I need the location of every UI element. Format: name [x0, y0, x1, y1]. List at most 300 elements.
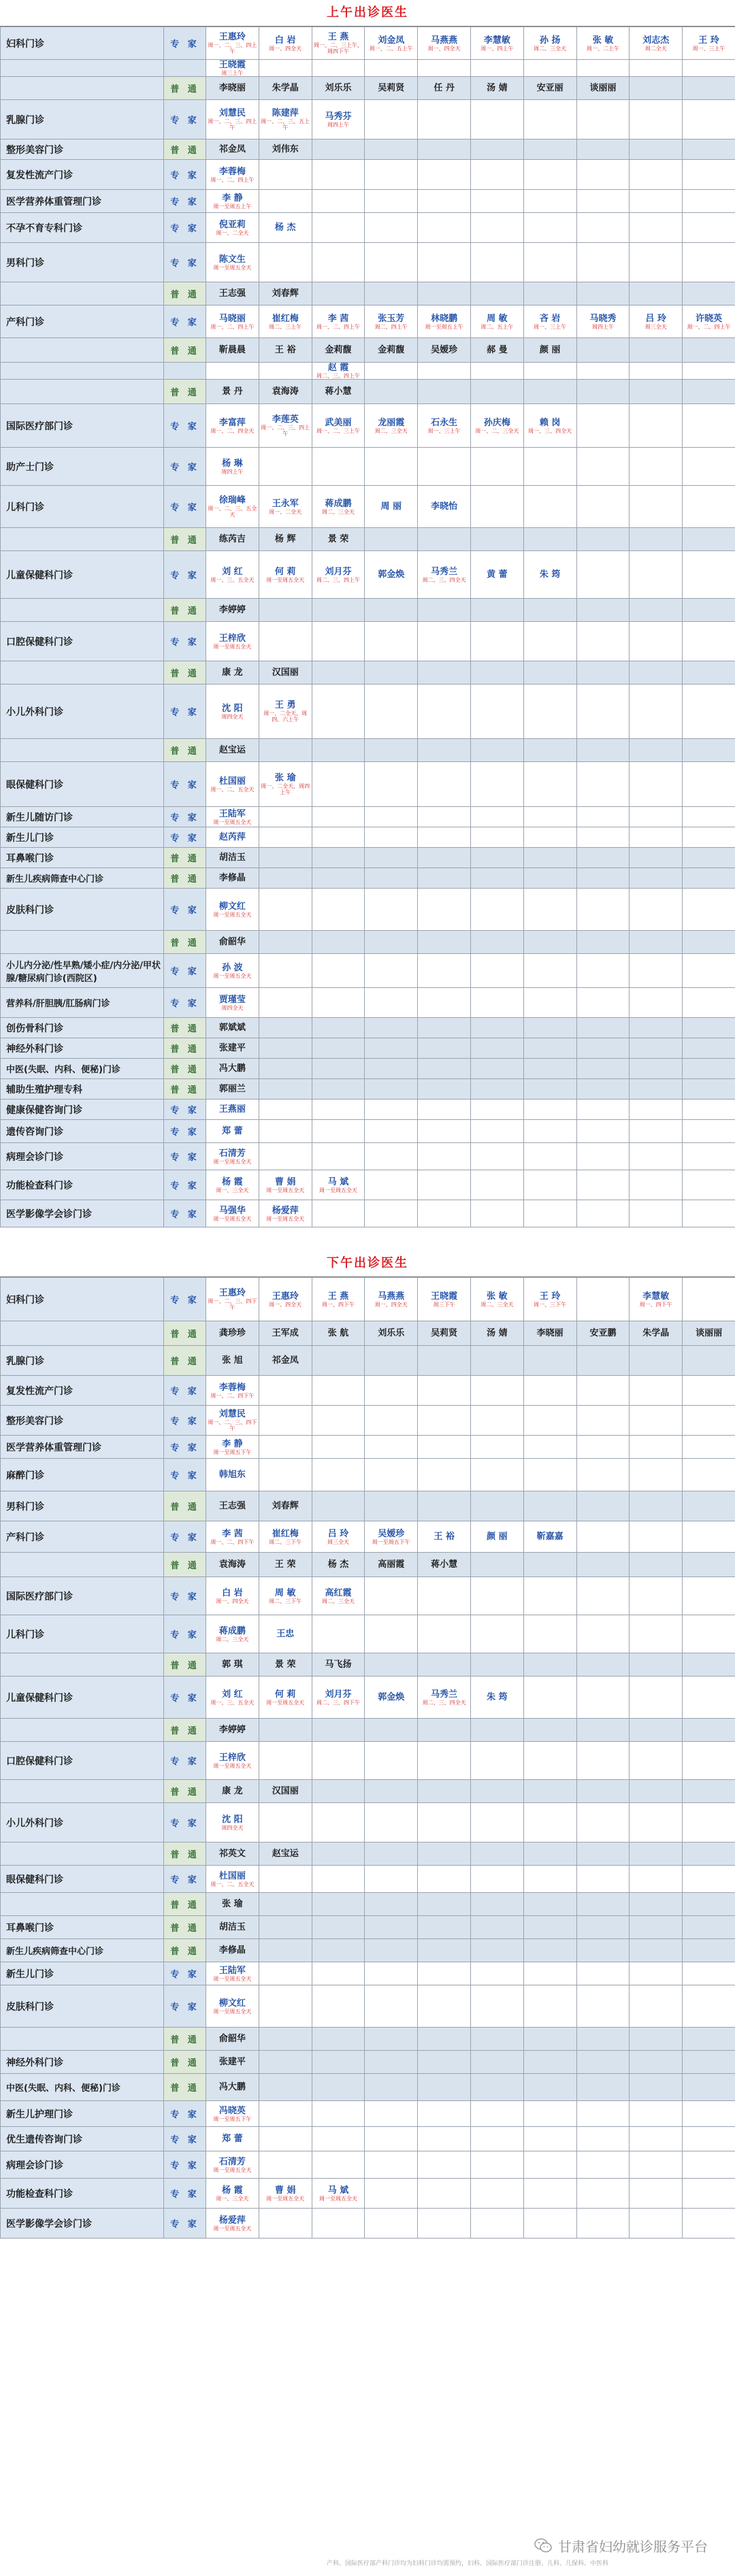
doctor-cell	[523, 1170, 576, 1200]
department-name: 新生儿门诊	[1, 1962, 164, 1985]
doctor-cell	[418, 1491, 471, 1521]
doctor-cell	[683, 77, 735, 100]
doctor-name: 马晓丽	[218, 313, 246, 324]
doctor-schedule: 周一、三上午	[534, 323, 567, 330]
doctor-name: 李晓丽	[218, 83, 246, 93]
doctor-cell	[523, 1321, 576, 1346]
doctor-cell	[365, 1916, 418, 1939]
clinic-type-label: 普 通	[164, 1719, 206, 1742]
doctor-schedule: 周一、二、四全天	[210, 427, 255, 434]
doctor-cell	[630, 868, 683, 889]
doctor-cell	[683, 1615, 735, 1653]
doctor-cell	[312, 931, 365, 954]
doctor-cell	[523, 2101, 576, 2127]
doctor-cell	[365, 160, 418, 190]
clinic-type-label: 专 家	[164, 2151, 206, 2179]
doctor-cell	[683, 827, 735, 848]
doctor-cell	[365, 2028, 418, 2051]
doctor-schedule: 周一至周五全天	[213, 819, 252, 825]
doctor-cell	[576, 2074, 630, 2101]
doctor-cell	[206, 2028, 259, 2051]
doctor-name: 周 丽	[380, 501, 402, 512]
doctor-schedule: 周一、二、三、四上午	[261, 425, 310, 437]
doctor-cell	[365, 684, 418, 739]
department-name: 皮肤科门诊	[1, 889, 164, 931]
doctor-name: 武美丽	[325, 417, 352, 428]
doctor-cell	[365, 988, 418, 1018]
doctor-cell	[576, 1406, 630, 1436]
doctor-cell	[365, 1143, 418, 1170]
doctor-schedule: 周一至周五全天	[213, 2008, 252, 2015]
schedule-row	[1, 1615, 735, 1653]
department-name: 病理会诊门诊	[1, 2151, 164, 2179]
doctor-name: 刘乐乐	[325, 83, 352, 93]
clinic-type-label: 专 家	[164, 1962, 206, 1985]
doctor-cell	[523, 762, 576, 807]
doctor-cell	[418, 931, 471, 954]
doctor-cell	[312, 1719, 365, 1742]
doctor-cell	[683, 1939, 735, 1962]
doctor-cell	[418, 762, 471, 807]
doctor-cell	[259, 1893, 312, 1916]
doctor-name: 景 荣	[327, 534, 349, 544]
doctor-cell	[312, 100, 365, 139]
doctor-cell	[418, 1521, 471, 1553]
schedule-row	[1, 338, 735, 363]
doctor-name: 杜国丽	[218, 1870, 246, 1881]
doctor-cell	[630, 448, 683, 486]
doctor-cell	[365, 2179, 418, 2209]
doctor-name: 龙丽霞	[378, 417, 405, 428]
doctor-cell	[523, 931, 576, 954]
doctor-cell	[365, 486, 418, 528]
doctor-name: 王忠	[276, 1629, 295, 1639]
doctor-cell	[206, 213, 259, 243]
schedule-row	[1, 684, 735, 739]
doctor-name: 吴莉贤	[431, 1328, 458, 1338]
doctor-cell	[576, 1200, 630, 1227]
doctor-name: 周 敏	[487, 313, 508, 324]
doctor-cell	[470, 243, 523, 282]
doctor-cell	[683, 622, 735, 661]
doctor-cell	[470, 2209, 523, 2239]
doctor-cell	[630, 2151, 683, 2179]
doctor-name: 杨爱萍	[272, 1205, 299, 1216]
doctor-cell	[365, 1653, 418, 1677]
doctor-cell	[630, 404, 683, 448]
doctor-schedule: 周四全天	[221, 1004, 244, 1011]
doctor-cell	[206, 1406, 259, 1436]
doctor-cell	[470, 762, 523, 807]
doctor-cell	[418, 1843, 471, 1866]
doctor-name: 曹 娟	[274, 1176, 296, 1187]
doctor-name: 王梓欣	[218, 1752, 246, 1763]
doctor-cell	[683, 1100, 735, 1120]
doctor-schedule: 周一至周五全天	[318, 2195, 357, 2202]
doctor-cell	[312, 1491, 365, 1521]
doctor-cell	[470, 661, 523, 684]
doctor-cell	[418, 1406, 471, 1436]
doctor-cell	[630, 2209, 683, 2239]
doctor-name: 崔红梅	[272, 313, 299, 324]
doctor-name: 林晓鹏	[431, 313, 458, 324]
doctor-cell	[418, 190, 471, 213]
doctor-name: 高红霞	[325, 1587, 352, 1598]
doctor-cell	[576, 622, 630, 661]
doctor-cell	[523, 1059, 576, 1079]
doctor-cell	[470, 1120, 523, 1143]
doctor-cell	[576, 1491, 630, 1521]
doctor-cell	[576, 551, 630, 599]
doctor-cell	[630, 77, 683, 100]
doctor-cell	[259, 1143, 312, 1170]
doctor-cell	[470, 551, 523, 599]
department-name: 神经外科门诊	[1, 2051, 164, 2074]
doctor-name: 冯大鹏	[218, 2082, 246, 2092]
doctor-name: 王 燕	[327, 32, 349, 42]
doctor-cell	[683, 1278, 735, 1321]
doctor-cell	[576, 338, 630, 363]
doctor-cell	[259, 1939, 312, 1962]
clinic-type-label: 普 通	[164, 599, 206, 622]
doctor-schedule: 周一、二全天，周四、六上午	[263, 710, 308, 723]
doctor-cell	[683, 1120, 735, 1143]
doctor-cell	[523, 1120, 576, 1143]
doctor-cell	[630, 661, 683, 684]
doctor-name: 马飞扬	[325, 1659, 352, 1670]
doctor-cell	[630, 1120, 683, 1143]
clinic-type-label: 专 家	[164, 1278, 206, 1321]
clinic-type-label: 专 家	[164, 1985, 206, 2028]
doctor-cell	[630, 2074, 683, 2101]
doctor-cell	[523, 1843, 576, 1866]
doctor-cell	[206, 2101, 259, 2127]
clinic-type-label: 普 通	[164, 1553, 206, 1577]
department-name: 小儿内分泌/性早熟/矮小症/内分泌/甲状腺/糖尿病门诊(西院区)	[1, 954, 164, 988]
doctor-cell	[683, 2028, 735, 2051]
doctor-name: 张 瑜	[222, 1899, 243, 1909]
doctor-cell	[470, 2127, 523, 2151]
department-name: 儿童保健科门诊	[1, 1677, 164, 1719]
doctor-name: 杜国丽	[218, 776, 246, 787]
doctor-cell	[576, 243, 630, 282]
doctor-schedule: 周二、三上午	[269, 323, 302, 330]
doctor-schedule: 周二、三、四上午	[316, 373, 360, 379]
doctor-cell	[576, 1677, 630, 1719]
doctor-cell	[365, 551, 418, 599]
doctor-cell	[365, 954, 418, 988]
doctor-cell	[523, 448, 576, 486]
doctor-schedule: 周二、三全天	[534, 45, 567, 52]
doctor-cell	[576, 848, 630, 868]
doctor-cell	[418, 622, 471, 661]
department-name: 男科门诊	[1, 243, 164, 282]
doctor-cell	[630, 1170, 683, 1200]
doctor-cell	[259, 282, 312, 306]
doctor-cell	[365, 139, 418, 160]
doctor-cell	[312, 1278, 365, 1321]
doctor-cell	[630, 363, 683, 380]
doctor-cell	[418, 739, 471, 762]
doctor-cell	[206, 1803, 259, 1843]
clinic-type-label: 专 家	[164, 1200, 206, 1227]
doctor-cell	[523, 1018, 576, 1038]
doctor-name: 吴嫒珍	[431, 345, 458, 355]
doctor-cell	[365, 190, 418, 213]
doctor-cell	[259, 868, 312, 889]
clinic-type-label: 普 通	[164, 2028, 206, 2051]
doctor-cell	[259, 77, 312, 100]
department-name: 功能检查科门诊	[1, 2179, 164, 2209]
doctor-cell	[683, 684, 735, 739]
doctor-cell	[470, 2179, 523, 2209]
clinic-type-label: 普 通	[164, 1059, 206, 1079]
doctor-schedule: 周一、二、四下午	[210, 1392, 255, 1399]
schedule-row	[1, 848, 735, 868]
doctor-cell	[312, 1018, 365, 1038]
doctor-name: 练芮吉	[218, 534, 246, 544]
doctor-cell	[630, 243, 683, 282]
doctor-name: 蒋成鹏	[325, 498, 352, 509]
schedule-row	[1, 1059, 735, 1079]
doctor-cell	[630, 100, 683, 139]
department-name	[1, 1780, 164, 1803]
doctor-cell	[365, 282, 418, 306]
doctor-cell	[312, 1780, 365, 1803]
doctor-cell	[683, 661, 735, 684]
doctor-cell	[470, 1553, 523, 1577]
doctor-cell	[576, 2179, 630, 2209]
doctor-schedule: 周四上午	[327, 121, 349, 128]
doctor-cell	[365, 1719, 418, 1742]
doctor-name: 胡洁玉	[218, 1922, 246, 1932]
doctor-cell	[259, 931, 312, 954]
schedule-row	[1, 2101, 735, 2127]
schedule-row	[1, 1459, 735, 1491]
doctor-schedule: 周一至周五下午	[213, 2115, 252, 2122]
doctor-cell	[312, 762, 365, 807]
doctor-cell	[312, 1615, 365, 1653]
doctor-name: 白 岩	[274, 35, 296, 46]
doctor-cell	[206, 931, 259, 954]
doctor-cell	[576, 380, 630, 404]
doctor-cell	[418, 1893, 471, 1916]
doctor-cell	[259, 1653, 312, 1677]
doctor-schedule: 周一至周五全天	[266, 2195, 305, 2202]
department-name: 复发性流产门诊	[1, 160, 164, 190]
doctor-cell	[576, 1321, 630, 1346]
clinic-type-label: 专 家	[164, 551, 206, 599]
doctor-name: 谈丽丽	[696, 1328, 723, 1338]
doctor-cell	[418, 661, 471, 684]
doctor-cell	[365, 363, 418, 380]
doctor-cell	[259, 486, 312, 528]
doctor-name: 赵宝运	[218, 745, 246, 755]
doctor-name: 刘慧民	[218, 108, 246, 118]
doctor-cell	[630, 2101, 683, 2127]
doctor-schedule: 周一至周五全天	[213, 264, 252, 271]
doctor-cell	[365, 1038, 418, 1059]
schedule-row	[1, 448, 735, 486]
doctor-cell	[206, 622, 259, 661]
department-name: 功能检查科门诊	[1, 1170, 164, 1200]
doctor-cell	[683, 213, 735, 243]
doctor-cell	[312, 1742, 365, 1780]
doctor-cell	[206, 762, 259, 807]
doctor-cell	[259, 1491, 312, 1521]
doctor-name: 李 静	[222, 193, 243, 203]
doctor-cell	[630, 213, 683, 243]
doctor-cell	[259, 190, 312, 213]
doctor-cell	[418, 551, 471, 599]
doctor-cell	[470, 988, 523, 1018]
doctor-cell	[206, 363, 259, 380]
doctor-cell	[206, 868, 259, 889]
clinic-type-label: 专 家	[164, 2101, 206, 2127]
doctor-cell	[206, 1170, 259, 1200]
doctor-cell	[470, 1803, 523, 1843]
clinic-type-label: 普 通	[164, 931, 206, 954]
doctor-cell	[470, 848, 523, 868]
doctor-cell	[418, 1038, 471, 1059]
doctor-cell	[576, 486, 630, 528]
schedule-row	[1, 1376, 735, 1406]
doctor-cell	[683, 1803, 735, 1843]
doctor-cell	[206, 486, 259, 528]
doctor-cell	[206, 1985, 259, 2028]
doctor-cell	[470, 684, 523, 739]
doctor-cell	[576, 1916, 630, 1939]
doctor-cell	[206, 1459, 259, 1491]
department-name: 小儿外科门诊	[1, 684, 164, 739]
doctor-cell	[576, 1653, 630, 1677]
doctor-cell	[206, 1780, 259, 1803]
doctor-cell	[259, 1059, 312, 1079]
doctor-cell	[630, 739, 683, 762]
doctor-cell	[312, 807, 365, 827]
doctor-schedule: 周一、三上午	[427, 427, 461, 434]
doctor-cell	[576, 1170, 630, 1200]
doctor-cell	[683, 2209, 735, 2239]
schedule-row	[1, 1200, 735, 1227]
doctor-cell	[418, 27, 471, 60]
doctor-schedule: 周一、二、三、四下午	[208, 1419, 257, 1432]
doctor-name: 王永军	[272, 498, 299, 509]
doctor-cell	[312, 2028, 365, 2051]
department-name	[1, 739, 164, 762]
doctor-cell	[365, 1018, 418, 1038]
doctor-cell	[418, 2151, 471, 2179]
schedule-row	[1, 1038, 735, 1059]
doctor-cell	[683, 599, 735, 622]
doctor-cell	[259, 1962, 312, 1985]
doctor-cell	[576, 1143, 630, 1170]
doctor-cell	[365, 1079, 418, 1100]
doctor-cell	[470, 282, 523, 306]
doctor-schedule: 周一至周五全天	[213, 1975, 252, 1982]
doctor-cell	[418, 1577, 471, 1615]
doctor-cell	[365, 338, 418, 363]
clinic-type-label: 专 家	[164, 988, 206, 1018]
doctor-name: 金莉馥	[325, 345, 352, 355]
doctor-cell	[365, 380, 418, 404]
clinic-type-label: 普 通	[164, 1653, 206, 1677]
doctor-cell	[259, 2101, 312, 2127]
doctor-cell	[630, 1491, 683, 1521]
clinic-type-label: 普 通	[164, 282, 206, 306]
department-name: 麻醉门诊	[1, 1459, 164, 1491]
doctor-cell	[418, 1803, 471, 1843]
doctor-name: 郭 琪	[222, 1659, 243, 1670]
doctor-cell	[259, 954, 312, 988]
doctor-cell	[418, 1653, 471, 1677]
doctor-cell	[259, 448, 312, 486]
doctor-cell	[683, 1038, 735, 1059]
doctor-cell	[259, 848, 312, 868]
doctor-name: 吴莉贤	[378, 83, 405, 93]
schedule-row	[1, 306, 735, 338]
doctor-name: 王 荣	[274, 1559, 296, 1570]
doctor-name: 王志强	[218, 1501, 246, 1511]
doctor-cell	[683, 2151, 735, 2179]
doctor-name: 袁海涛	[218, 1559, 246, 1570]
doctor-name: 王惠玲	[218, 1288, 246, 1298]
doctor-cell	[523, 1866, 576, 1893]
doctor-cell	[259, 1615, 312, 1653]
doctor-cell	[365, 2151, 418, 2179]
doctor-cell	[418, 1321, 471, 1346]
doctor-cell	[206, 190, 259, 213]
schedule-row	[1, 1553, 735, 1577]
doctor-cell	[683, 160, 735, 190]
doctor-cell	[683, 1553, 735, 1577]
doctor-cell	[470, 213, 523, 243]
doctor-schedule: 周一、二、三上午，周四下午	[313, 42, 363, 54]
department-name: 儿科门诊	[1, 486, 164, 528]
clinic-type-label: 专 家	[164, 684, 206, 739]
doctor-cell	[523, 2051, 576, 2074]
doctor-name: 陈文生	[218, 254, 246, 265]
doctor-cell	[630, 1321, 683, 1346]
doctor-cell	[683, 2179, 735, 2209]
doctor-name: 王 燕	[327, 1291, 349, 1302]
doctor-cell	[630, 1406, 683, 1436]
doctor-cell	[630, 954, 683, 988]
doctor-name: 李 静	[222, 1438, 243, 1449]
doctor-cell	[418, 1677, 471, 1719]
doctor-cell	[683, 1985, 735, 2028]
doctor-cell	[312, 599, 365, 622]
doctor-name: 蒋小慧	[325, 386, 352, 397]
doctor-cell	[576, 599, 630, 622]
doctor-cell	[470, 100, 523, 139]
doctor-schedule: 周一、二、三、五全天	[208, 506, 257, 518]
schedule-row	[1, 404, 735, 448]
doctor-cell	[523, 1346, 576, 1376]
doctor-cell	[630, 1553, 683, 1577]
doctor-schedule: 周二、三下午	[269, 1538, 302, 1545]
doctor-cell	[206, 1719, 259, 1742]
doctor-name: 汉国丽	[272, 667, 299, 678]
department-name: 乳腺门诊	[1, 100, 164, 139]
doctor-cell	[418, 213, 471, 243]
doctor-cell	[683, 1018, 735, 1038]
doctor-cell	[206, 1346, 259, 1376]
doctor-cell	[259, 1170, 312, 1200]
doctor-cell	[630, 551, 683, 599]
doctor-cell	[683, 1916, 735, 1939]
doctor-cell	[683, 868, 735, 889]
